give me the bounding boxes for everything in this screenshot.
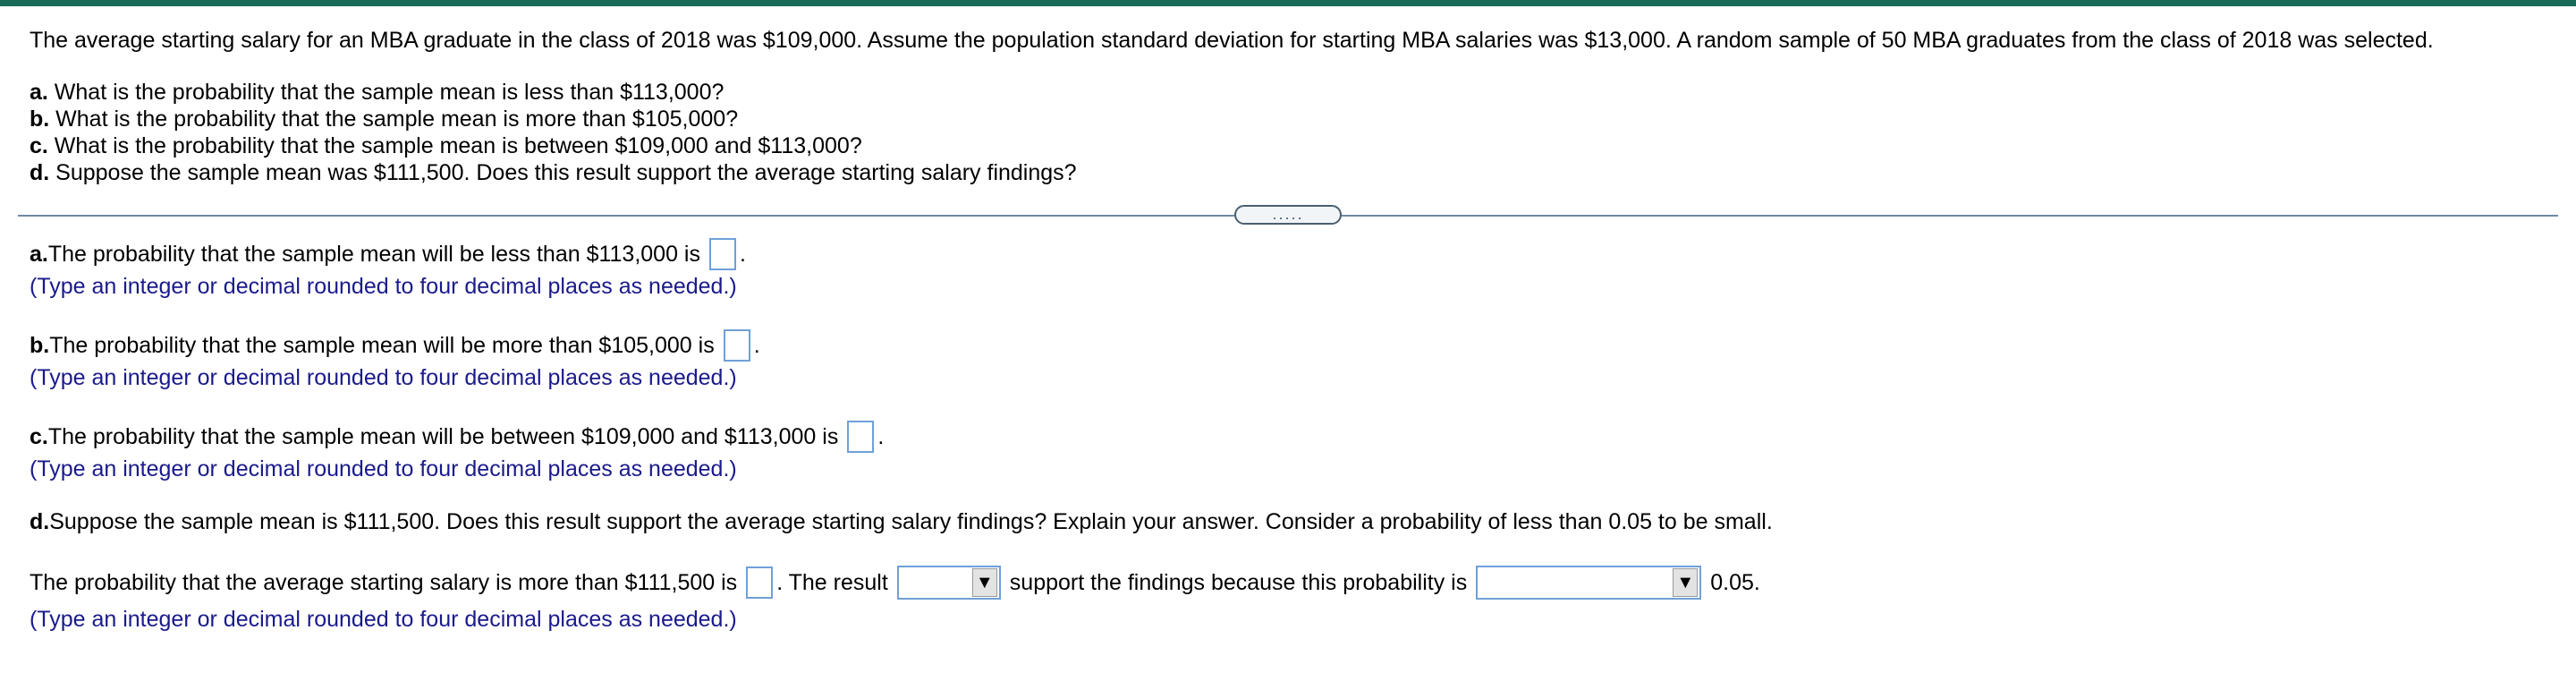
answer-a-line bbox=[30, 237, 746, 271]
part-label: b. bbox=[30, 106, 50, 132]
part-text: What is the probability that the sample mean is less than $113,000? bbox=[47, 80, 724, 105]
answer-end: . bbox=[753, 333, 760, 358]
question-intro: The average starting salary for an MBA graduate in the class of 2018 was $109,000. Assume the population standard deviation for starting MBA salaries was $13,000. A random sample of 50 MBA graduates from the class of 2018 was selected. bbox=[30, 28, 2434, 53]
answer-end: . bbox=[740, 242, 746, 267]
dropdown-arrow-icon[interactable]: ▼ bbox=[972, 568, 997, 597]
answer-end: . bbox=[877, 424, 885, 449]
answer-text: The probability that the sample mean will be less than $113,000 is bbox=[47, 242, 700, 267]
answer-b-line bbox=[30, 328, 760, 362]
part-text: What is the probability that the sample mean is between $109,000 and $113,000? bbox=[47, 133, 862, 158]
answer-a-hint: (Type an integer or decimal rounded to four decimal places as needed.) bbox=[30, 274, 737, 299]
comparison-dropdown[interactable] bbox=[1476, 566, 1701, 600]
question-parts bbox=[30, 79, 1077, 186]
answer-label: a. bbox=[30, 242, 48, 267]
question-part-b bbox=[30, 106, 1077, 132]
part-label: d. bbox=[30, 160, 50, 185]
answer-b-input[interactable] bbox=[724, 329, 750, 362]
answer-d-input[interactable] bbox=[746, 566, 773, 599]
part-text: Suppose the sample mean was $111,500. Does this result support the average starting salary findings? bbox=[49, 160, 1077, 185]
top-accent-bar bbox=[0, 0, 2576, 6]
answer-label: d. bbox=[30, 509, 50, 534]
answer-text: Suppose the sample mean is $111,500. Does this result support the average starting salary findings? Explain your answer. Consider a probability of less than 0.05 to be small. bbox=[49, 509, 1773, 534]
answer-label: b. bbox=[30, 333, 50, 358]
collapse-toggle-button[interactable]: ..... bbox=[1234, 205, 1342, 225]
answer-b-hint: (Type an integer or decimal rounded to four decimal places as needed.) bbox=[30, 365, 737, 390]
dropdown-arrow-icon[interactable]: ▼ bbox=[1673, 568, 1698, 597]
answer-d-line bbox=[30, 566, 1760, 600]
question-part-c bbox=[30, 132, 1077, 159]
answer-c-line bbox=[30, 420, 884, 454]
answer-d-text-4: 0.05. bbox=[1710, 570, 1760, 595]
question-part-a bbox=[30, 79, 1077, 106]
answer-d-hint: (Type an integer or decimal rounded to four decimal places as needed.) bbox=[30, 607, 737, 632]
answer-d-text-1: The probability that the average starting salary is more than $111,500 is bbox=[30, 570, 738, 595]
part-label: c. bbox=[30, 133, 48, 158]
part-text: What is the probability that the sample mean is more than $105,000? bbox=[49, 106, 739, 132]
answer-d-text-2: . The result bbox=[776, 570, 888, 595]
result-support-dropdown[interactable] bbox=[897, 566, 1001, 600]
answer-d-prompt bbox=[30, 505, 1773, 539]
answer-text: The probability that the sample mean will be between $109,000 and $113,000 is bbox=[47, 424, 839, 449]
answer-d-text-3: support the findings because this probability is bbox=[1009, 570, 1468, 595]
part-label: a. bbox=[30, 80, 48, 105]
answer-a-input[interactable] bbox=[709, 238, 736, 270]
question-part-d bbox=[30, 159, 1077, 186]
answer-c-input[interactable] bbox=[847, 421, 874, 453]
answer-label: c. bbox=[30, 424, 48, 449]
answer-c-hint: (Type an integer or decimal rounded to four decimal places as needed.) bbox=[30, 456, 737, 481]
answer-text: The probability that the sample mean will be more than $105,000 is bbox=[49, 333, 715, 358]
